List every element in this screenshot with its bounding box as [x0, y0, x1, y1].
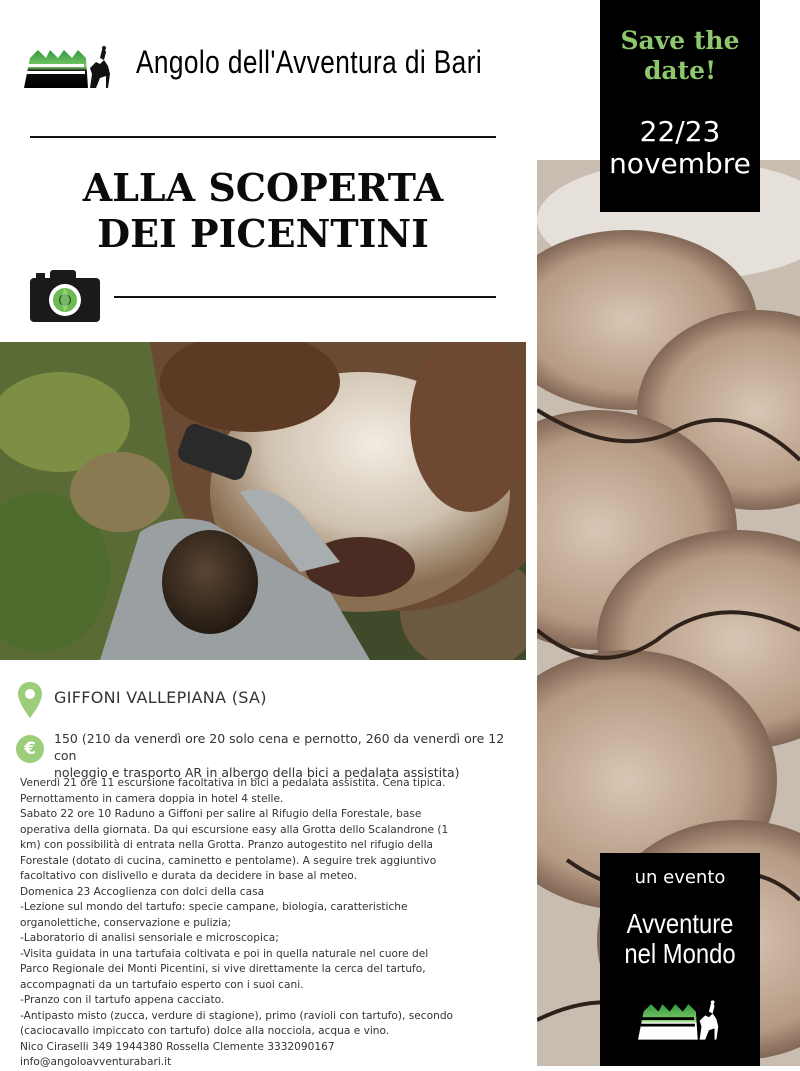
program-line: facoltativo con dislivello e durata da decidere in base al meteo.	[20, 870, 357, 882]
contact-phones: Nico Ciraselli 349 1944380 Rossella Clemente 3332090167	[20, 1040, 335, 1053]
brand-logo	[24, 44, 114, 90]
program-line: operativa della giornata. Da qui escursione easy alla Grotta dello Scalandrone (1	[20, 823, 449, 836]
program-line: -Laboratorio di analisi sensoriale e microscopica;	[20, 932, 279, 944]
event-title	[30, 165, 496, 257]
map-pin-icon	[18, 682, 42, 718]
organizer-name	[612, 909, 748, 969]
title-divider	[114, 296, 496, 298]
organization-name: Angolo dell'Avventura di Bari	[136, 44, 483, 80]
program-line: Venerdì 21 ore 11 escursione facoltativa in bici a pedalata assistita. Cena tipica.	[20, 777, 446, 789]
euro-icon: €	[16, 735, 44, 763]
program-line: accompagnati da un tartufaio esperto con i suoi cani.	[20, 978, 304, 991]
organizer-logo	[638, 998, 722, 1042]
organizer-intro: un evento	[634, 867, 726, 888]
event-month: novembre	[609, 147, 751, 180]
title-line-2: DEI PICENTINI	[97, 211, 429, 256]
save-the-date-line-2: date!	[643, 56, 717, 85]
program-line: Sabato 22 ore 10 Raduno a Giffoni per salire al Rifugio della Forestale, base	[20, 808, 422, 820]
program-line: -Antipasto misto (zucca, verdure di stagione), primo (ravioli con tartufo), secondo	[20, 1009, 454, 1022]
header-divider	[30, 136, 496, 138]
save-the-date-label	[600, 26, 760, 86]
event-program	[20, 776, 520, 1071]
organizer-name-line-1: Avventure	[626, 908, 734, 939]
event-location: GIFFONI VALLEPIANA (SA)	[54, 688, 267, 707]
program-line: Pernottamento in camera doppia in hotel 4 stelle.	[20, 792, 284, 805]
program-line: organolettiche, conservazione e pulizia;	[20, 916, 232, 929]
program-line: (caciocavallo impiccato con tartufo) dolce alla nocciola, acqua e vino.	[20, 1025, 390, 1037]
program-line: Parco Regionale dei Monti Picentini, si vive direttamente la cerca del tartufo,	[20, 963, 426, 975]
contact-email[interactable]: info@angoloavventurabari.it	[20, 1056, 172, 1068]
organizer-name-line-2: nel Mondo	[624, 938, 736, 969]
price-line-2: noleggio e trasporto AR in albergo della bici a pedalata assistita)	[54, 765, 460, 780]
price-line-1: 150 (210 da venerdì ore 20 solo cena e pernotto, 260 da venerdì ore 12 con	[54, 731, 505, 763]
program-line: -Lezione sul mondo del tartufo: specie campane, biologia, caratteristiche	[20, 901, 408, 913]
program-line: -Visita guidata in una tartufaia coltivata e poi in quella naturale nel cuore del	[20, 947, 429, 960]
event-price	[54, 730, 524, 781]
title-line-1: ALLA SCOPERTA	[82, 165, 444, 210]
save-the-date-line-1: Save the	[620, 26, 740, 55]
organizer-box	[600, 853, 760, 1066]
program-line: km) con possibilità di entrata nella Grotta. Pranzo autogestito nel rifugio della	[20, 839, 434, 851]
dog-truffle-photo	[0, 342, 526, 660]
program-line: Domenica 23 Accoglienza con dolci della casa	[20, 885, 265, 898]
event-days: 22/23	[639, 115, 721, 148]
program-line: -Pranzo con il tartufo appena cacciato.	[20, 994, 225, 1006]
camera-icon	[30, 270, 100, 322]
program-line: Forestale (dotato di cucina, caminetto e pentolame). A seguire trek aggiuntivo	[20, 854, 437, 867]
save-the-date-box	[600, 0, 760, 212]
